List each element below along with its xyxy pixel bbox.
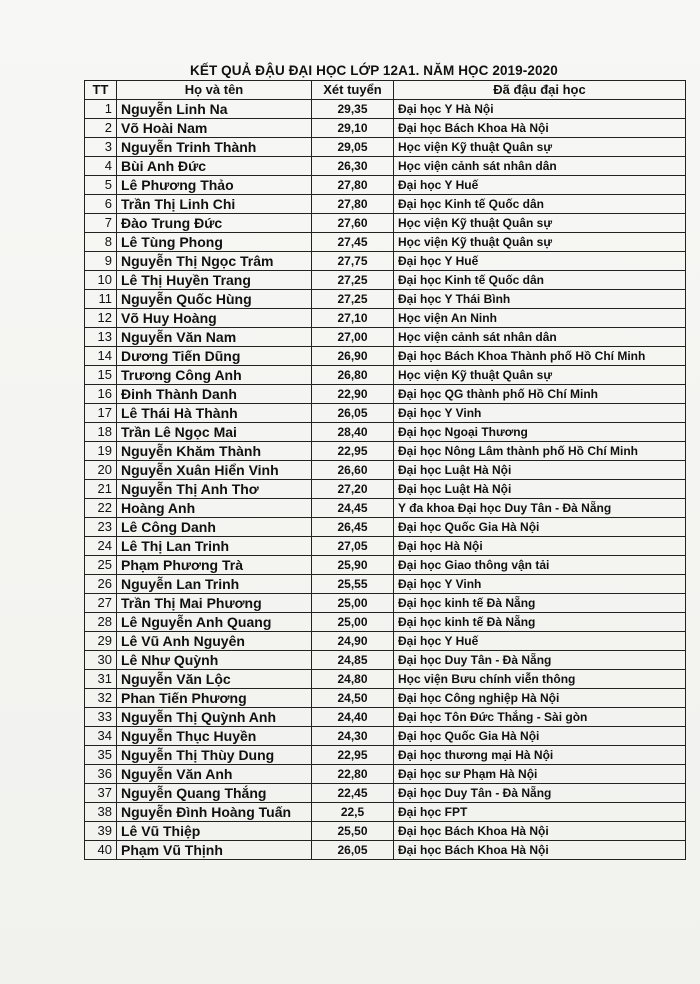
- admission-score: 24,80: [312, 670, 394, 689]
- table-row: [85, 632, 686, 651]
- admission-score: 27,20: [312, 480, 394, 499]
- student-name: Lê Vũ Thiệp: [117, 822, 312, 841]
- row-number: 26: [85, 575, 117, 594]
- admission-score: 27,05: [312, 537, 394, 556]
- row-number: 19: [85, 442, 117, 461]
- row-number: 13: [85, 328, 117, 347]
- admission-score: 27,00: [312, 328, 394, 347]
- table-row: [85, 195, 686, 214]
- table-row: [85, 613, 686, 632]
- student-name: Đinh Thành Danh: [117, 385, 312, 404]
- admission-score: 27,25: [312, 290, 394, 309]
- university-name: Đại học Tôn Đức Thắng - Sài gòn: [394, 708, 686, 727]
- table-row: [85, 556, 686, 575]
- row-number: 6: [85, 195, 117, 214]
- table-row: [85, 461, 686, 480]
- results-table: [84, 80, 686, 860]
- student-name: Nguyễn Quang Thắng: [117, 784, 312, 803]
- admission-score: 27,80: [312, 195, 394, 214]
- student-name: Lê Như Quỳnh: [117, 651, 312, 670]
- table-row: [85, 841, 686, 860]
- table-row: [85, 727, 686, 746]
- row-number: 12: [85, 309, 117, 328]
- university-name: Đại học Y Huế: [394, 252, 686, 271]
- admission-score: 22,80: [312, 765, 394, 784]
- table-row: [85, 328, 686, 347]
- university-name: Đại học Duy Tân - Đà Nẵng: [394, 651, 686, 670]
- table-body: [85, 100, 686, 860]
- student-name: Nguyễn Quốc Hùng: [117, 290, 312, 309]
- student-name: Lê Thị Huyền Trang: [117, 271, 312, 290]
- student-name: Nguyễn Xuân Hiển Vinh: [117, 461, 312, 480]
- admission-score: 25,00: [312, 594, 394, 613]
- table-row: [85, 480, 686, 499]
- row-number: 38: [85, 803, 117, 822]
- admission-score: 26,80: [312, 366, 394, 385]
- row-number: 7: [85, 214, 117, 233]
- row-number: 18: [85, 423, 117, 442]
- table-row: [85, 537, 686, 556]
- row-number: 31: [85, 670, 117, 689]
- row-number: 20: [85, 461, 117, 480]
- table-row: [85, 119, 686, 138]
- student-name: Lê Phương Thảo: [117, 176, 312, 195]
- admission-score: 27,75: [312, 252, 394, 271]
- admission-score: 27,60: [312, 214, 394, 233]
- admission-score: 26,90: [312, 347, 394, 366]
- student-name: Phạm Vũ Thịnh: [117, 841, 312, 860]
- university-name: Học viện An Ninh: [394, 309, 686, 328]
- student-name: Võ Hoài Nam: [117, 119, 312, 138]
- university-name: Học viện Bưu chính viễn thông: [394, 670, 686, 689]
- university-name: Đại học Luật Hà Nội: [394, 461, 686, 480]
- header-university: Đã đậu đại học: [394, 81, 686, 100]
- row-number: 14: [85, 347, 117, 366]
- table-row: [85, 366, 686, 385]
- university-name: Đại học Y Thái Bình: [394, 290, 686, 309]
- admission-score: 24,85: [312, 651, 394, 670]
- admission-score: 29,10: [312, 119, 394, 138]
- student-name: Lê Nguyễn Anh Quang: [117, 613, 312, 632]
- university-name: Đại học Kinh tế Quốc dân: [394, 195, 686, 214]
- table-row: [85, 385, 686, 404]
- table-row: [85, 746, 686, 765]
- student-name: Võ Huy Hoàng: [117, 309, 312, 328]
- admission-score: 26,30: [312, 157, 394, 176]
- table-row: [85, 518, 686, 537]
- student-name: Hoàng Anh: [117, 499, 312, 518]
- university-name: Đại học thương mại Hà Nội: [394, 746, 686, 765]
- admission-score: 26,60: [312, 461, 394, 480]
- row-number: 35: [85, 746, 117, 765]
- admission-score: 25,90: [312, 556, 394, 575]
- university-name: Đại học Kinh tế Quốc dân: [394, 271, 686, 290]
- student-name: Trương Công Anh: [117, 366, 312, 385]
- admission-score: 22,95: [312, 746, 394, 765]
- table-row: [85, 708, 686, 727]
- university-name: Đại học Bách Khoa Hà Nội: [394, 119, 686, 138]
- student-name: Nguyễn Văn Lộc: [117, 670, 312, 689]
- table-row: [85, 670, 686, 689]
- table-row: [85, 765, 686, 784]
- university-name: Đại học Duy Tân - Đà Nẵng: [394, 784, 686, 803]
- student-name: Nguyễn Văn Nam: [117, 328, 312, 347]
- row-number: 24: [85, 537, 117, 556]
- student-name: Dương Tiến Dũng: [117, 347, 312, 366]
- student-name: Lê Vũ Anh Nguyên: [117, 632, 312, 651]
- table-row: [85, 423, 686, 442]
- admission-score: 26,05: [312, 404, 394, 423]
- university-name: Đại học Y Huế: [394, 632, 686, 651]
- row-number: 21: [85, 480, 117, 499]
- row-number: 16: [85, 385, 117, 404]
- row-number: 32: [85, 689, 117, 708]
- table-row: [85, 784, 686, 803]
- university-name: Đại học FPT: [394, 803, 686, 822]
- table-row: [85, 442, 686, 461]
- row-number: 3: [85, 138, 117, 157]
- admission-score: 25,55: [312, 575, 394, 594]
- admission-score: 27,80: [312, 176, 394, 195]
- row-number: 2: [85, 119, 117, 138]
- header-tt: TT: [85, 81, 117, 100]
- table-row: [85, 138, 686, 157]
- student-name: Phan Tiến Phương: [117, 689, 312, 708]
- student-name: Nguyễn Lan Trinh: [117, 575, 312, 594]
- student-name: Nguyễn Thị Thùy Dung: [117, 746, 312, 765]
- university-name: Đại học Bách Khoa Hà Nội: [394, 841, 686, 860]
- university-name: Đại học Luật Hà Nội: [394, 480, 686, 499]
- university-name: Đại học Y Vinh: [394, 575, 686, 594]
- student-name: Nguyễn Thục Huyền: [117, 727, 312, 746]
- table-header-row: [85, 81, 686, 100]
- admission-score: 22,90: [312, 385, 394, 404]
- university-name: Học viện Kỹ thuật Quân sự: [394, 214, 686, 233]
- row-number: 1: [85, 100, 117, 119]
- row-number: 23: [85, 518, 117, 537]
- university-name: Đại học Công nghiệp Hà Nội: [394, 689, 686, 708]
- admission-score: 24,90: [312, 632, 394, 651]
- table-row: [85, 594, 686, 613]
- row-number: 17: [85, 404, 117, 423]
- university-name: Đại học Hà Nội: [394, 537, 686, 556]
- university-name: Đại học Y Vinh: [394, 404, 686, 423]
- student-name: Nguyễn Thị Ngọc Trâm: [117, 252, 312, 271]
- table-row: [85, 214, 686, 233]
- table-row: [85, 252, 686, 271]
- row-number: 30: [85, 651, 117, 670]
- row-number: 11: [85, 290, 117, 309]
- table-row: [85, 271, 686, 290]
- admission-score: 27,25: [312, 271, 394, 290]
- table-row: [85, 100, 686, 119]
- row-number: 36: [85, 765, 117, 784]
- student-name: Nguyễn Trinh Thành: [117, 138, 312, 157]
- student-name: Lê Thị Lan Trinh: [117, 537, 312, 556]
- admission-score: 29,05: [312, 138, 394, 157]
- table-row: [85, 575, 686, 594]
- university-name: Học viện cảnh sát nhân dân: [394, 157, 686, 176]
- table-row: [85, 822, 686, 841]
- university-name: Học viện cảnh sát nhân dân: [394, 328, 686, 347]
- student-name: Lê Công Danh: [117, 518, 312, 537]
- row-number: 15: [85, 366, 117, 385]
- student-name: Nguyễn Khăm Thành: [117, 442, 312, 461]
- table-row: [85, 309, 686, 328]
- table-row: [85, 404, 686, 423]
- student-name: Lê Tùng Phong: [117, 233, 312, 252]
- admission-score: 22,45: [312, 784, 394, 803]
- student-name: Đào Trung Đức: [117, 214, 312, 233]
- university-name: Đại học kinh tế Đà Nẵng: [394, 594, 686, 613]
- admission-score: 27,45: [312, 233, 394, 252]
- university-name: Đại học Bách Khoa Thành phố Hồ Chí Minh: [394, 347, 686, 366]
- university-name: Học viện Kỹ thuật Quân sự: [394, 138, 686, 157]
- document-title: KẾT QUẢ ĐẬU ĐẠI HỌC LỚP 12A1. NĂM HỌC 2019-2020: [190, 63, 558, 78]
- student-name: Phạm Phương Trà: [117, 556, 312, 575]
- row-number: 34: [85, 727, 117, 746]
- university-name: Đại học Quốc Gia Hà Nội: [394, 518, 686, 537]
- table-row: [85, 347, 686, 366]
- student-name: Nguyễn Thị Quỳnh Anh: [117, 708, 312, 727]
- admission-score: 25,50: [312, 822, 394, 841]
- university-name: Đại học Bách Khoa Hà Nội: [394, 822, 686, 841]
- university-name: Đại học Y Hà Nội: [394, 100, 686, 119]
- header-score: Xét tuyển: [312, 81, 394, 100]
- admission-score: 22,5: [312, 803, 394, 822]
- student-name: Nguyễn Linh Na: [117, 100, 312, 119]
- admission-score: 24,45: [312, 499, 394, 518]
- table-row: [85, 803, 686, 822]
- student-name: Lê Thái Hà Thành: [117, 404, 312, 423]
- row-number: 39: [85, 822, 117, 841]
- admission-score: 24,50: [312, 689, 394, 708]
- row-number: 40: [85, 841, 117, 860]
- row-number: 25: [85, 556, 117, 575]
- row-number: 8: [85, 233, 117, 252]
- student-name: Trần Thị Mai Phương: [117, 594, 312, 613]
- admission-score: 26,05: [312, 841, 394, 860]
- student-name: Nguyễn Thị Anh Thơ: [117, 480, 312, 499]
- row-number: 37: [85, 784, 117, 803]
- header-name: Họ và tên: [117, 81, 312, 100]
- student-name: Trần Thị Linh Chi: [117, 195, 312, 214]
- table-row: [85, 233, 686, 252]
- table-row: [85, 651, 686, 670]
- university-name: Đại học Quốc Gia Hà Nội: [394, 727, 686, 746]
- row-number: 27: [85, 594, 117, 613]
- student-name: Nguyễn Đình Hoàng Tuấn: [117, 803, 312, 822]
- admission-score: 24,40: [312, 708, 394, 727]
- admission-score: 25,00: [312, 613, 394, 632]
- row-number: 10: [85, 271, 117, 290]
- table-row: [85, 689, 686, 708]
- admission-score: 26,45: [312, 518, 394, 537]
- admission-score: 28,40: [312, 423, 394, 442]
- table-row: [85, 176, 686, 195]
- admission-score: 24,30: [312, 727, 394, 746]
- university-name: Đại học QG thành phố Hồ Chí Minh: [394, 385, 686, 404]
- admission-score: 22,95: [312, 442, 394, 461]
- university-name: Đại học sư Phạm Hà Nội: [394, 765, 686, 784]
- student-name: Bùi Anh Đức: [117, 157, 312, 176]
- row-number: 9: [85, 252, 117, 271]
- university-name: Đại học Giao thông vận tải: [394, 556, 686, 575]
- row-number: 4: [85, 157, 117, 176]
- university-name: Đại học kinh tế Đà Nẵng: [394, 613, 686, 632]
- student-name: Nguyễn Văn Anh: [117, 765, 312, 784]
- row-number: 22: [85, 499, 117, 518]
- admission-score: 29,35: [312, 100, 394, 119]
- university-name: Y đa khoa Đại học Duy Tân - Đà Nẵng: [394, 499, 686, 518]
- university-name: Đại học Y Huế: [394, 176, 686, 195]
- student-name: Trần Lê Ngọc Mai: [117, 423, 312, 442]
- row-number: 33: [85, 708, 117, 727]
- table-row: [85, 290, 686, 309]
- admission-score: 27,10: [312, 309, 394, 328]
- table-row: [85, 499, 686, 518]
- row-number: 29: [85, 632, 117, 651]
- university-name: Học viện Kỹ thuật Quân sự: [394, 366, 686, 385]
- row-number: 28: [85, 613, 117, 632]
- university-name: Học viện Kỹ thuật Quân sự: [394, 233, 686, 252]
- university-name: Đại học Ngoại Thương: [394, 423, 686, 442]
- table-row: [85, 157, 686, 176]
- university-name: Đại học Nông Lâm thành phố Hồ Chí Minh: [394, 442, 686, 461]
- row-number: 5: [85, 176, 117, 195]
